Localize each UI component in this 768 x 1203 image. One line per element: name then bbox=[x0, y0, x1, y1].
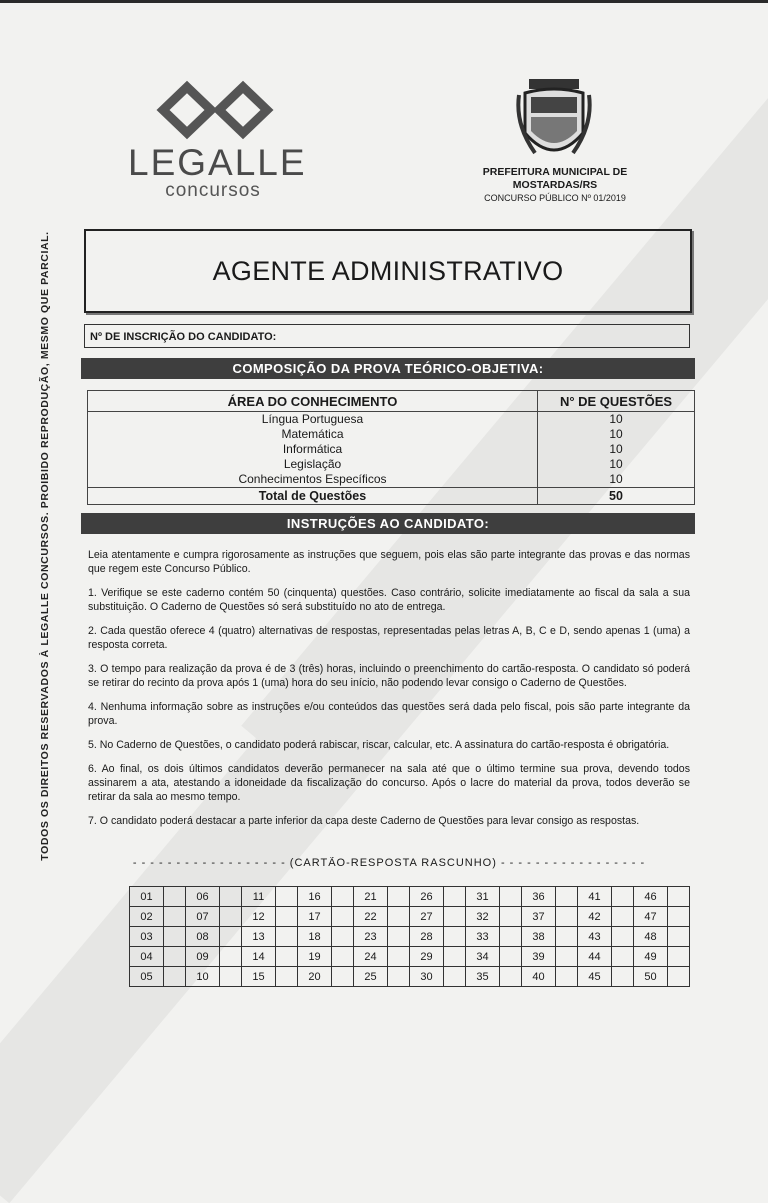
prefeitura-line-2: MOSTARDAS/RS bbox=[512, 179, 598, 191]
answer-box[interactable] bbox=[164, 967, 186, 987]
question-number-cell: 28 bbox=[410, 927, 444, 947]
question-number-cell: 47 bbox=[634, 907, 668, 927]
answer-box[interactable] bbox=[220, 887, 242, 907]
instrucoes-heading: INSTRUÇÕES AO CANDIDATO: bbox=[81, 513, 695, 534]
rascunho-divider: - - - - - - - - - - - - - - - - - - (CARTÃO-RESPOSTA RASCUNHO) - - - - - - - - - - - - - - - - - bbox=[132, 857, 646, 869]
answer-box[interactable] bbox=[164, 887, 186, 907]
answer-box[interactable] bbox=[164, 927, 186, 947]
question-number-cell: 46 bbox=[634, 887, 668, 907]
answer-box[interactable] bbox=[668, 907, 690, 927]
answer-box[interactable] bbox=[556, 927, 578, 947]
questoes-cell: 10 bbox=[538, 472, 695, 488]
answer-box[interactable] bbox=[556, 947, 578, 967]
answer-grid-row bbox=[130, 967, 690, 987]
question-number-cell: 24 bbox=[354, 947, 388, 967]
answer-box[interactable] bbox=[444, 947, 466, 967]
answer-box[interactable] bbox=[276, 887, 298, 907]
answer-box[interactable] bbox=[500, 907, 522, 927]
area-cell: Informática bbox=[88, 442, 538, 457]
answer-box[interactable] bbox=[612, 927, 634, 947]
question-number-cell: 05 bbox=[130, 967, 164, 987]
answer-grid bbox=[129, 886, 690, 987]
table-row bbox=[88, 427, 695, 442]
question-number-cell: 33 bbox=[466, 927, 500, 947]
answer-box[interactable] bbox=[668, 967, 690, 987]
question-number-cell: 32 bbox=[466, 907, 500, 927]
prefeitura-header bbox=[450, 166, 660, 205]
answer-box[interactable] bbox=[332, 947, 354, 967]
answer-box[interactable] bbox=[556, 887, 578, 907]
answer-box[interactable] bbox=[388, 927, 410, 947]
table-row bbox=[88, 457, 695, 472]
question-number-cell: 07 bbox=[186, 907, 220, 927]
question-number-cell: 03 bbox=[130, 927, 164, 947]
logo-name: LEGALLE bbox=[128, 142, 307, 183]
question-number-cell: 31 bbox=[466, 887, 500, 907]
question-number-cell: 30 bbox=[410, 967, 444, 987]
questoes-cell: 10 bbox=[538, 442, 695, 457]
question-number-cell: 37 bbox=[522, 907, 556, 927]
question-number-cell: 26 bbox=[410, 887, 444, 907]
question-number-cell: 25 bbox=[354, 967, 388, 987]
question-number-cell: 27 bbox=[410, 907, 444, 927]
area-cell: Legislação bbox=[88, 457, 538, 472]
question-number-cell: 38 bbox=[522, 927, 556, 947]
top-border-line bbox=[0, 0, 768, 3]
instruction-item: 3. O tempo para realização da prova é de 3 (três) horas, incluindo o preenchimento do cartão-resposta. O candidato só poderá se retirar do recinto da prova após 1 (uma) hora do seu início, não podendo levar consigo o Caderno de Questões. bbox=[88, 663, 690, 689]
question-number-cell: 04 bbox=[130, 947, 164, 967]
instruction-item: 2. Cada questão oferece 4 (quatro) alternativas de respostas, representadas pelas letras A, B, C e D, sendo apenas 1 (uma) a resposta correta. bbox=[88, 625, 690, 651]
instruction-item: 5. No Caderno de Questões, o candidato poderá rabiscar, riscar, calcular, etc. A assinatura do cartão-resposta é obrigatória. bbox=[88, 739, 670, 751]
area-cell: Conhecimentos Específicos bbox=[88, 472, 538, 488]
answer-box[interactable] bbox=[164, 947, 186, 967]
prefeitura-line-1: PREFEITURA MUNICIPAL DE bbox=[482, 166, 628, 178]
question-number-cell: 45 bbox=[578, 967, 612, 987]
answer-box[interactable] bbox=[220, 947, 242, 967]
answer-box[interactable] bbox=[444, 927, 466, 947]
question-number-cell: 12 bbox=[242, 907, 276, 927]
table-row bbox=[88, 412, 695, 428]
question-number-cell: 18 bbox=[298, 927, 332, 947]
answer-box[interactable] bbox=[332, 927, 354, 947]
answer-box[interactable] bbox=[388, 967, 410, 987]
answer-box[interactable] bbox=[220, 967, 242, 987]
answer-box[interactable] bbox=[276, 927, 298, 947]
question-number-cell: 40 bbox=[522, 967, 556, 987]
composicao-heading: COMPOSIÇÃO DA PROVA TEÓRICO-OBJETIVA: bbox=[81, 358, 695, 379]
answer-box[interactable] bbox=[500, 927, 522, 947]
area-cell: Matemática bbox=[88, 427, 538, 442]
area-cell: Língua Portuguesa bbox=[88, 412, 538, 428]
question-number-cell: 15 bbox=[242, 967, 276, 987]
question-number-cell: 14 bbox=[242, 947, 276, 967]
instruction-item: 1. Verifique se este caderno contém 50 (cinquenta) questões. Caso contrário, solicite imediatamente ao fiscal da sala a sua substituição. O Caderno de Questões só será substituído no ato de entrega. bbox=[88, 587, 690, 613]
instruction-intro: Leia atentamente e cumpra rigorosamente as instruções que seguem, pois elas são parte integrante das provas e das normas que regem este Concurso Público. bbox=[88, 549, 690, 575]
question-number-cell: 50 bbox=[634, 967, 668, 987]
instrucoes-text bbox=[88, 548, 690, 838]
answer-box[interactable] bbox=[556, 907, 578, 927]
question-number-cell: 16 bbox=[298, 887, 332, 907]
question-number-cell: 49 bbox=[634, 947, 668, 967]
answer-box[interactable] bbox=[388, 947, 410, 967]
question-number-cell: 11 bbox=[242, 887, 276, 907]
question-number-cell: 41 bbox=[578, 887, 612, 907]
question-number-cell: 09 bbox=[186, 947, 220, 967]
question-number-cell: 42 bbox=[578, 907, 612, 927]
question-number-cell: 44 bbox=[578, 947, 612, 967]
col-area-header: ÁREA DO CONHECIMENTO bbox=[88, 391, 538, 412]
answer-box[interactable] bbox=[444, 907, 466, 927]
exam-title-box bbox=[84, 229, 692, 313]
question-number-cell: 39 bbox=[522, 947, 556, 967]
inscricao-field[interactable]: Nº DE INSCRIÇÃO DO CANDIDATO: bbox=[84, 324, 690, 348]
answer-grid-row bbox=[130, 907, 690, 927]
instruction-item: 7. O candidato poderá destacar a parte inferior da capa deste Caderno de Questões para levar consigo as respostas. bbox=[88, 815, 640, 827]
answer-grid-row bbox=[130, 887, 690, 907]
answer-box[interactable] bbox=[220, 927, 242, 947]
table-row bbox=[88, 472, 695, 488]
answer-box[interactable] bbox=[500, 947, 522, 967]
question-number-cell: 10 bbox=[186, 967, 220, 987]
question-number-cell: 19 bbox=[298, 947, 332, 967]
question-number-cell: 48 bbox=[634, 927, 668, 947]
exam-title: AGENTE ADMINISTRATIVO bbox=[212, 256, 564, 286]
answer-grid-row bbox=[130, 947, 690, 967]
answer-box[interactable] bbox=[388, 907, 410, 927]
question-number-cell: 35 bbox=[466, 967, 500, 987]
answer-box[interactable] bbox=[276, 907, 298, 927]
answer-box[interactable] bbox=[612, 947, 634, 967]
logo-subtitle: concursos bbox=[165, 180, 261, 201]
question-number-cell: 08 bbox=[186, 927, 220, 947]
questoes-cell: 10 bbox=[538, 427, 695, 442]
question-number-cell: 29 bbox=[410, 947, 444, 967]
answer-box[interactable] bbox=[332, 907, 354, 927]
table-header-row bbox=[88, 391, 695, 412]
answer-box[interactable] bbox=[332, 967, 354, 987]
table-row bbox=[88, 442, 695, 457]
answer-box[interactable] bbox=[500, 967, 522, 987]
answer-box[interactable] bbox=[612, 907, 634, 927]
question-number-cell: 06 bbox=[186, 887, 220, 907]
answer-box[interactable] bbox=[220, 907, 242, 927]
side-copyright-notice: TODOS OS DIREITOS RESERVADOS À LEGALLE CONCURSOS. PROIBIDO REPRODUÇÃO, MESMO QUE PARCIAL. bbox=[39, 231, 51, 861]
question-number-cell: 34 bbox=[466, 947, 500, 967]
answer-grid-row bbox=[130, 927, 690, 947]
questoes-cell: 10 bbox=[538, 457, 695, 472]
question-number-cell: 02 bbox=[130, 907, 164, 927]
answer-box[interactable] bbox=[556, 967, 578, 987]
answer-box[interactable] bbox=[332, 887, 354, 907]
question-number-cell: 36 bbox=[522, 887, 556, 907]
col-questoes-header: N° DE QUESTÕES bbox=[538, 391, 695, 412]
answer-box[interactable] bbox=[500, 887, 522, 907]
answer-box[interactable] bbox=[612, 887, 634, 907]
municipal-crest-icon bbox=[515, 75, 593, 167]
instruction-item: 6. Ao final, os dois últimos candidatos deverão permanecer na sala até que o último termine sua prova, devendo todos assinarem a ata, atestando a idoneidade da fiscalização do concurso. Após o lacre do material da prova, todos deverão se retirar da sala ao mesmo tempo. bbox=[88, 763, 690, 803]
answer-box[interactable] bbox=[444, 887, 466, 907]
total-row bbox=[88, 488, 695, 505]
answer-box[interactable] bbox=[164, 907, 186, 927]
question-number-cell: 43 bbox=[578, 927, 612, 947]
composicao-table bbox=[87, 390, 695, 505]
question-number-cell: 22 bbox=[354, 907, 388, 927]
answer-box[interactable] bbox=[668, 947, 690, 967]
question-number-cell: 23 bbox=[354, 927, 388, 947]
concurso-number: CONCURSO PÚBLICO Nº 01/2019 bbox=[484, 193, 626, 203]
question-number-cell: 13 bbox=[242, 927, 276, 947]
total-label: Total de Questões bbox=[88, 488, 538, 505]
answer-box[interactable] bbox=[276, 967, 298, 987]
questoes-cell: 10 bbox=[538, 412, 695, 428]
answer-box[interactable] bbox=[276, 947, 298, 967]
answer-box[interactable] bbox=[388, 887, 410, 907]
answer-box[interactable] bbox=[612, 967, 634, 987]
answer-box[interactable] bbox=[668, 887, 690, 907]
total-value: 50 bbox=[538, 488, 695, 505]
question-number-cell: 21 bbox=[354, 887, 388, 907]
answer-box[interactable] bbox=[668, 927, 690, 947]
instruction-item: 4. Nenhuma informação sobre as instruções e/ou conteúdos das questões será dada pelo fiscal, pois são parte integrante da prova. bbox=[88, 701, 690, 727]
question-number-cell: 20 bbox=[298, 967, 332, 987]
answer-box[interactable] bbox=[444, 967, 466, 987]
question-number-cell: 17 bbox=[298, 907, 332, 927]
question-number-cell: 01 bbox=[130, 887, 164, 907]
